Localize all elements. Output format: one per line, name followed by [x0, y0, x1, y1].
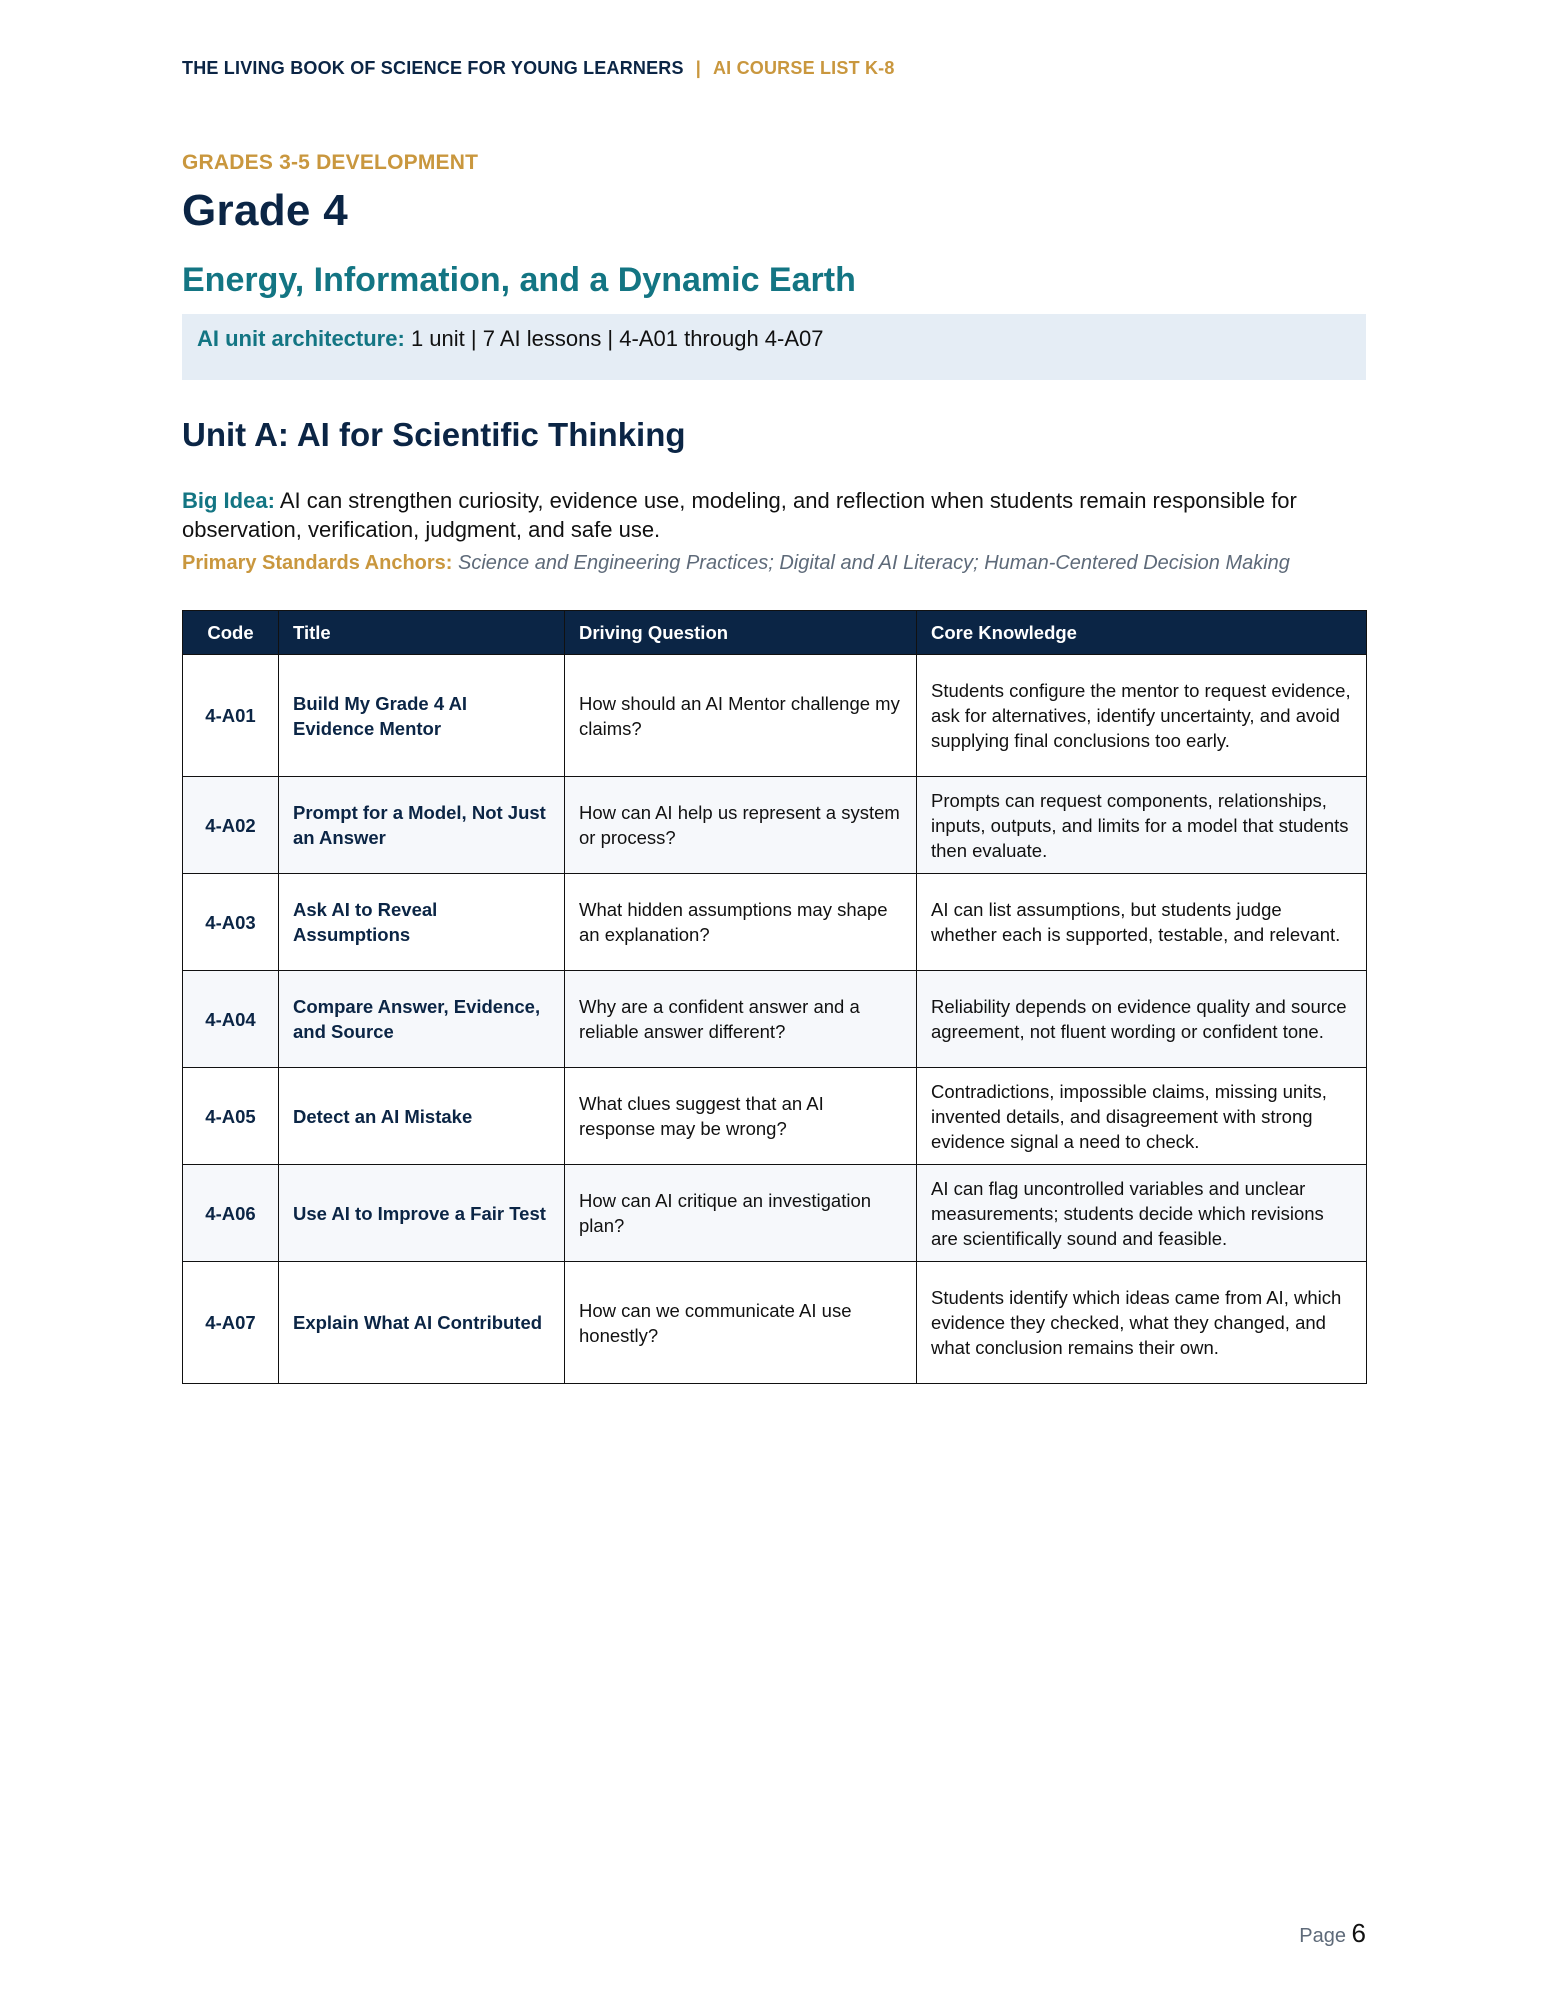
- standards-text: Science and Engineering Practices; Digital and AI Literacy; Human-Centered Decision Making: [458, 552, 1290, 574]
- course-list-label: AI COURSE LIST K-8: [712, 58, 895, 78]
- core-knowledge: AI can list assumptions, but students judge whether each is supported, testable, and relevant.: [917, 874, 1367, 971]
- lesson-code: 4-A01: [183, 655, 279, 777]
- table-header-row: [183, 611, 1367, 655]
- lesson-code: 4-A06: [183, 1165, 279, 1262]
- column-header-core-knowledge: Core Knowledge: [917, 611, 1367, 655]
- table-row: [183, 874, 1367, 971]
- column-header-driving-question: Driving Question: [565, 611, 917, 655]
- lesson-title: Build My Grade 4 AI Evidence Mentor: [279, 655, 565, 777]
- table-row: [183, 655, 1367, 777]
- lesson-title: Explain What AI Contributed: [279, 1262, 565, 1384]
- core-knowledge: Reliability depends on evidence quality and source agreement, not fluent wording or confident tone.: [917, 971, 1367, 1068]
- standards-label: Primary Standards Anchors:: [182, 552, 453, 574]
- grade-title: Grade 4: [182, 186, 348, 235]
- unit-title: Unit A: AI for Scientific Thinking: [182, 416, 686, 453]
- core-knowledge: Prompts can request components, relationships, inputs, outputs, and limits for a model that students then evaluate.: [917, 777, 1367, 874]
- grade-subtitle: Energy, Information, and a Dynamic Earth: [182, 261, 856, 299]
- driving-question: How can AI critique an investigation plan?: [565, 1165, 917, 1262]
- column-header-title: Title: [279, 611, 565, 655]
- core-knowledge: Students configure the mentor to request evidence, ask for alternatives, identify uncertainty, and avoid supplying final conclusions too early.: [917, 655, 1367, 777]
- table-row: [183, 1068, 1367, 1165]
- driving-question: What hidden assumptions may shape an explanation?: [565, 874, 917, 971]
- core-knowledge: Students identify which ideas came from AI, which evidence they checked, what they changed, and what conclusion remains their own.: [917, 1262, 1367, 1384]
- driving-question: What clues suggest that an AI response may be wrong?: [565, 1068, 917, 1165]
- lesson-code: 4-A05: [183, 1068, 279, 1165]
- lesson-title: Compare Answer, Evidence, and Source: [279, 971, 565, 1068]
- running-header: [182, 58, 895, 79]
- standards-anchors: [182, 551, 1366, 575]
- section-eyebrow: GRADES 3-5 DEVELOPMENT: [182, 151, 479, 174]
- lesson-title: Prompt for a Model, Not Just an Answer: [279, 777, 565, 874]
- architecture-label: AI unit architecture:: [197, 326, 405, 351]
- lesson-code: 4-A07: [183, 1262, 279, 1384]
- lesson-title: Detect an AI Mistake: [279, 1068, 565, 1165]
- big-idea-label: Big Idea:: [182, 488, 275, 513]
- lesson-title: Ask AI to Reveal Assumptions: [279, 874, 565, 971]
- page-label: Page: [1299, 1925, 1346, 1947]
- table-row: [183, 777, 1367, 874]
- lesson-code: 4-A04: [183, 971, 279, 1068]
- lesson-code: 4-A03: [183, 874, 279, 971]
- book-title: THE LIVING BOOK OF SCIENCE FOR YOUNG LEARNERS: [182, 58, 684, 78]
- big-idea-text: AI can strengthen curiosity, evidence use, modeling, and reflection when students remain responsible for observation, verification, judgment, and safe use.: [182, 488, 1297, 542]
- lesson-code: 4-A02: [183, 777, 279, 874]
- column-header-code: Code: [183, 611, 279, 655]
- table-row: [183, 971, 1367, 1068]
- driving-question: How can AI help us represent a system or process?: [565, 777, 917, 874]
- driving-question: How can we communicate AI use honestly?: [565, 1262, 917, 1384]
- core-knowledge: AI can flag uncontrolled variables and unclear measurements; students decide which revisions are scientifically sound and feasible.: [917, 1165, 1367, 1262]
- lesson-title: Use AI to Improve a Fair Test: [279, 1165, 565, 1262]
- driving-question: How should an AI Mentor challenge my claims?: [565, 655, 917, 777]
- page-number: [1299, 1918, 1366, 1949]
- header-separator: |: [695, 58, 701, 78]
- architecture-callout: [182, 314, 1366, 380]
- architecture-value: 1 unit | 7 AI lessons | 4-A01 through 4-A07: [410, 326, 824, 351]
- core-knowledge: Contradictions, impossible claims, missing units, invented details, and disagreement with strong evidence signal a need to check.: [917, 1068, 1367, 1165]
- lessons-table: [182, 610, 1367, 1384]
- big-idea: [182, 486, 1366, 544]
- page-number-value: 6: [1351, 1918, 1366, 1948]
- table-row: [183, 1165, 1367, 1262]
- driving-question: Why are a confident answer and a reliable answer different?: [565, 971, 917, 1068]
- table-row: [183, 1262, 1367, 1384]
